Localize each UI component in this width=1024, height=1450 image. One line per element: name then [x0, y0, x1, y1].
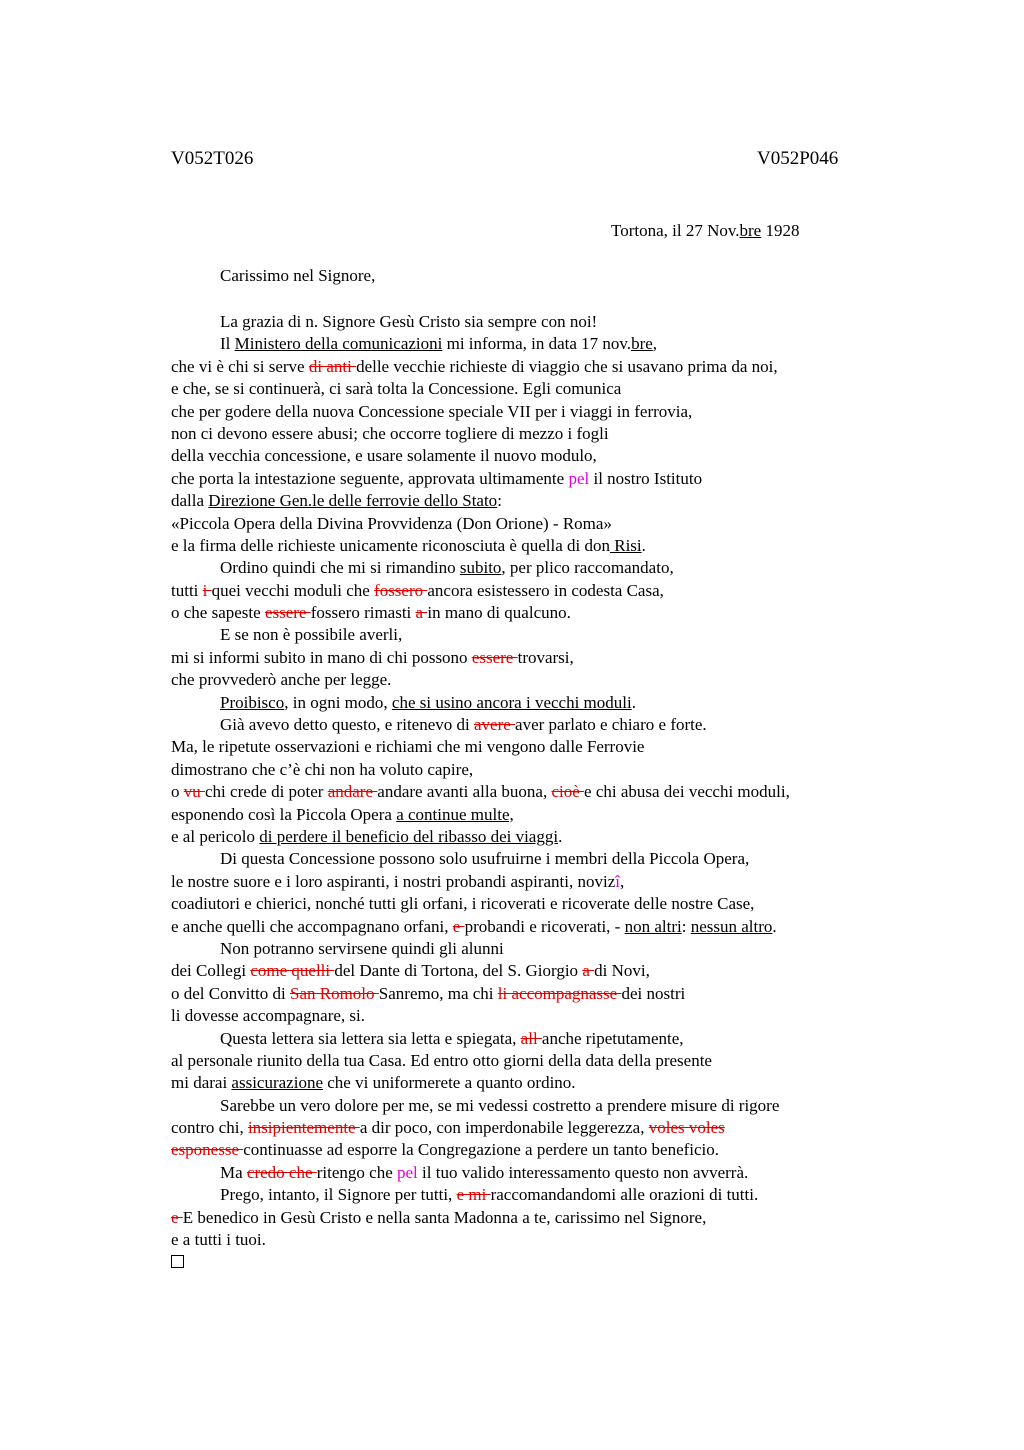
- text-segment: che per godere della nuova Concessione speciale VII per i viaggi in ferrovia,: [171, 401, 693, 421]
- underlined-text: subito: [459, 558, 502, 578]
- text-segment: e anche quelli che accompagnano orfani,: [171, 916, 453, 936]
- deleted-text: essere: [471, 647, 518, 667]
- underlined-text: nessun altro: [690, 916, 773, 936]
- text-segment: .: [631, 692, 636, 712]
- text-segment: e che, se si continuerà, ci sarà tolta la Concessione. Egli comunica: [171, 379, 622, 399]
- letter-line: [171, 333, 931, 355]
- letter-line: [171, 602, 931, 624]
- deleted-text: essere: [264, 603, 311, 623]
- letter-line: [171, 759, 931, 781]
- deleted-text: di anti: [308, 356, 357, 376]
- text-segment: .: [558, 826, 563, 846]
- letter-line: [171, 311, 931, 333]
- text-segment: Non potranno servirsene quindi gli alunni: [220, 938, 504, 958]
- text-segment: andare avanti alla buona,: [377, 782, 552, 802]
- text-segment: ,: [620, 871, 625, 891]
- deleted-text: e: [452, 916, 465, 936]
- deleted-text: credo che: [246, 1162, 317, 1182]
- salutation: Carissimo nel Signore,: [220, 266, 376, 285]
- letter-line: [171, 692, 931, 714]
- deleted-text: esponesse: [171, 1140, 244, 1160]
- letter-line: [171, 871, 931, 893]
- deleted-text: insipientemente: [247, 1118, 360, 1138]
- letter-line: [171, 960, 931, 982]
- text-segment: il tuo valido interessamento questo non avverrà.: [417, 1162, 749, 1182]
- text-segment: Già avevo detto questo, e ritenevo di: [220, 715, 474, 735]
- text-segment: , ma chi: [439, 983, 498, 1003]
- text-segment: fossero rimasti: [310, 603, 416, 623]
- underlined-text: Proibisco: [220, 692, 285, 712]
- letter-line: [171, 1072, 931, 1094]
- letter-line: [171, 983, 931, 1005]
- deleted-text: i: [202, 580, 212, 600]
- text-segment: e al pericolo: [171, 826, 260, 846]
- text-segment: Ordino quindi che mi si rimandino: [220, 558, 460, 578]
- text-segment: non ci devono essere abusi; che occorre togliere di mezzo i fogli: [171, 423, 609, 443]
- deleted-text: andare: [327, 782, 378, 802]
- letter-line: [171, 401, 931, 423]
- letter-line: [171, 938, 931, 960]
- text-segment: le nostre suore e i loro aspiranti, i nostri probandi aspiranti, noviz: [171, 871, 616, 891]
- text-segment: , in ogni modo,: [284, 692, 392, 712]
- letter-line: [171, 714, 931, 736]
- text-segment: del Dante di Tortona, del S. Giorgio: [334, 961, 583, 981]
- text-segment: ,: [652, 334, 658, 354]
- letter-line: [171, 1117, 931, 1139]
- letter-line: [171, 1050, 931, 1072]
- text-segment: il nostro Istituto: [589, 468, 703, 488]
- text-segment: delle vecchie richieste di viaggio che si usavano prima da noi,: [356, 356, 778, 376]
- letter-line: [171, 1028, 931, 1050]
- text-segment: tutti: [171, 580, 203, 600]
- text-segment: esponendo così la Piccola Opera: [171, 804, 397, 824]
- text-segment: .: [772, 916, 777, 936]
- letter-line: [171, 1095, 931, 1117]
- letter-line: [171, 848, 931, 870]
- end-mark: [171, 1251, 931, 1273]
- text-segment: in mano di qualcuno.: [427, 603, 571, 623]
- text-segment: Ma, le ripetute osservazioni e richiami che mi vengono dalle Ferrovie: [171, 737, 645, 757]
- text-segment: :: [497, 491, 502, 511]
- text-segment: al personale riunito della tua Casa. Ed entro otto giorni della data della presente: [171, 1050, 712, 1070]
- text-segment: E se non è possibile averli,: [220, 625, 403, 645]
- text-segment: di Novi,: [594, 961, 650, 981]
- letter-line: [171, 916, 931, 938]
- text-segment: «Piccola Opera della Divina Provvidenza (Don Orione) - Roma»: [171, 513, 612, 533]
- text-segment: che vi uniformerete a quanto ordino.: [323, 1073, 576, 1093]
- text-segment: dei nostri: [621, 983, 686, 1003]
- text-segment: ancora esistessero in codesta Casa,: [427, 580, 664, 600]
- letter-body: [171, 311, 931, 1274]
- inserted-text: pel: [397, 1162, 418, 1182]
- deleted-text: li accompagnasse: [497, 983, 622, 1003]
- letter-line: [171, 468, 931, 490]
- underlined-text: che si usino ancora i vecchi moduli: [391, 692, 632, 712]
- letter-line: [171, 580, 931, 602]
- text-segment: quei vecchi moduli che: [211, 580, 375, 600]
- text-segment: chi crede di poter: [205, 782, 328, 802]
- text-segment: continuasse ad esporre la Congregazione a perdere un tanto beneficio.: [243, 1140, 720, 1160]
- text-segment: aver parlato e chiaro e forte.: [515, 715, 707, 735]
- text-segment: La grazia di n. Signore Gesù Cristo sia sempre con noi!: [220, 312, 598, 331]
- letter-line: [171, 736, 931, 758]
- inserted-text: î: [615, 871, 620, 891]
- text-segment: e a tutti i tuoi.: [171, 1230, 266, 1250]
- text-segment: E benedico in Gesù Cristo e nella santa Madonna a te, carissimo nel Signore,: [182, 1207, 707, 1227]
- text-segment: , per plico raccomandato,: [501, 558, 674, 578]
- text-segment: Sanremo: [378, 983, 440, 1003]
- text-segment: li dovesse accompagnare, si.: [171, 1006, 366, 1026]
- text-segment: Sarebbe un vero dolore per me, se mi vedessi costretto a prendere misure di rigore: [220, 1095, 780, 1115]
- letter-line: [171, 423, 931, 445]
- underlined-text: Ministero della comunicazioni: [234, 334, 443, 354]
- text-segment: a dir poco, con imperdonabile leggerezza,: [359, 1118, 649, 1138]
- text-segment: probandi e ricoverati, -: [464, 916, 625, 936]
- text-segment: :: [681, 916, 691, 936]
- text-segment: e chi abusa dei vecchi moduli,: [584, 782, 790, 802]
- letter-line: [171, 1162, 931, 1184]
- text-segment: che provvederò anche per legge.: [171, 670, 392, 690]
- underlined-text: di perdere il beneficio del ribasso dei viaggi: [259, 826, 559, 846]
- text-segment: o che sapeste: [171, 603, 265, 623]
- letter-line: [171, 781, 931, 803]
- text-segment: anche ripetutamente,: [541, 1028, 684, 1048]
- dateline: [611, 221, 799, 241]
- text-segment: Il: [220, 334, 235, 354]
- letter-line: [171, 356, 931, 378]
- text-segment: trovarsi,: [517, 647, 574, 667]
- text-segment: Questa lettera sia lettera sia letta e spiegata,: [220, 1028, 521, 1048]
- letter-line: [171, 445, 931, 467]
- letter-line: [171, 1139, 931, 1161]
- text-segment: contro chi,: [171, 1118, 248, 1138]
- text-segment: dei Collegi: [171, 961, 251, 981]
- text-segment: Di questa Concessione possono solo usufruirne i membri della Piccola Opera,: [220, 849, 750, 869]
- text-segment: della vecchia concessione, e usare solamente il nuovo modulo,: [171, 446, 597, 466]
- deleted-text: fossero: [374, 580, 428, 600]
- text-segment: Prego, intanto, il Signore per tutti,: [220, 1185, 457, 1205]
- text-segment: coadiutori e chierici, nonché tutti gli orfani, i ricoverati e ricoverate delle nostre Case,: [171, 894, 755, 914]
- letter-line: [171, 804, 931, 826]
- text-segment: Tortona, il 27 Nov.: [611, 221, 740, 240]
- square-outline-icon: [171, 1255, 184, 1268]
- text-segment: mi informa, in data 17 nov.: [442, 334, 632, 354]
- underlined-text: Direzione Gen.le delle ferrovie dello Stato: [208, 491, 498, 511]
- deleted-text: cioè: [551, 782, 585, 802]
- text-segment: che porta la intestazione seguente, approvata ultimamente: [171, 468, 569, 488]
- text-segment: mi darai: [171, 1073, 232, 1093]
- letter-line: [171, 513, 931, 535]
- deleted-text: a: [415, 603, 428, 623]
- text-segment: dimostrano che c’è chi non ha voluto capire,: [171, 759, 474, 779]
- letter-line: [171, 1005, 931, 1027]
- underlined-text: assicurazione: [231, 1073, 323, 1093]
- deleted-text: come quelli: [250, 961, 335, 981]
- deleted-text: a: [582, 961, 595, 981]
- underlined-text: bre: [631, 334, 653, 354]
- text-segment: e la firma delle richieste unicamente riconosciuta è quella di don: [171, 535, 610, 555]
- text-segment: che vi è chi si serve: [171, 356, 309, 376]
- text-segment: 1928: [761, 221, 800, 240]
- deleted-text: avere: [473, 715, 516, 735]
- text-segment: o del Convitto di: [171, 983, 290, 1003]
- text-segment: dalla: [171, 491, 209, 511]
- underlined-text: a continue multe,: [396, 804, 514, 824]
- text-segment: raccomandandomi alle orazioni di tutti.: [490, 1185, 759, 1205]
- document-code-left: V052T026: [171, 148, 254, 169]
- text-segment: ritengo che: [316, 1162, 398, 1182]
- letter-line: [171, 647, 931, 669]
- deleted-text: e mi: [456, 1185, 491, 1205]
- underlined-text: Risi: [610, 535, 642, 555]
- deleted-text: San Romolo: [290, 983, 379, 1003]
- text-segment: .: [641, 535, 646, 555]
- deleted-text: voles voles: [648, 1118, 725, 1138]
- letter-line: [171, 893, 931, 915]
- letter-line: [171, 669, 931, 691]
- document-code-right: V052P046: [757, 148, 839, 169]
- letter-line: [171, 490, 931, 512]
- text-segment: mi si informi subito in mano di chi possono: [171, 647, 472, 667]
- letter-line: [171, 1184, 931, 1206]
- letter-line: [171, 1207, 931, 1229]
- letter-line: [171, 535, 931, 557]
- underlined-text: bre: [739, 221, 762, 240]
- text-segment: o: [171, 782, 184, 802]
- text-segment: Ma: [220, 1162, 247, 1182]
- deleted-text: e: [171, 1207, 183, 1227]
- letter-line: [171, 1229, 931, 1251]
- letter-line: [171, 624, 931, 646]
- letter-line: [171, 378, 931, 400]
- deleted-text: all: [520, 1028, 542, 1048]
- deleted-text: vu: [183, 782, 205, 802]
- underlined-text: non altri: [624, 916, 682, 936]
- letter-line: [171, 557, 931, 579]
- inserted-text: pel: [568, 468, 590, 488]
- letter-line: [171, 826, 931, 848]
